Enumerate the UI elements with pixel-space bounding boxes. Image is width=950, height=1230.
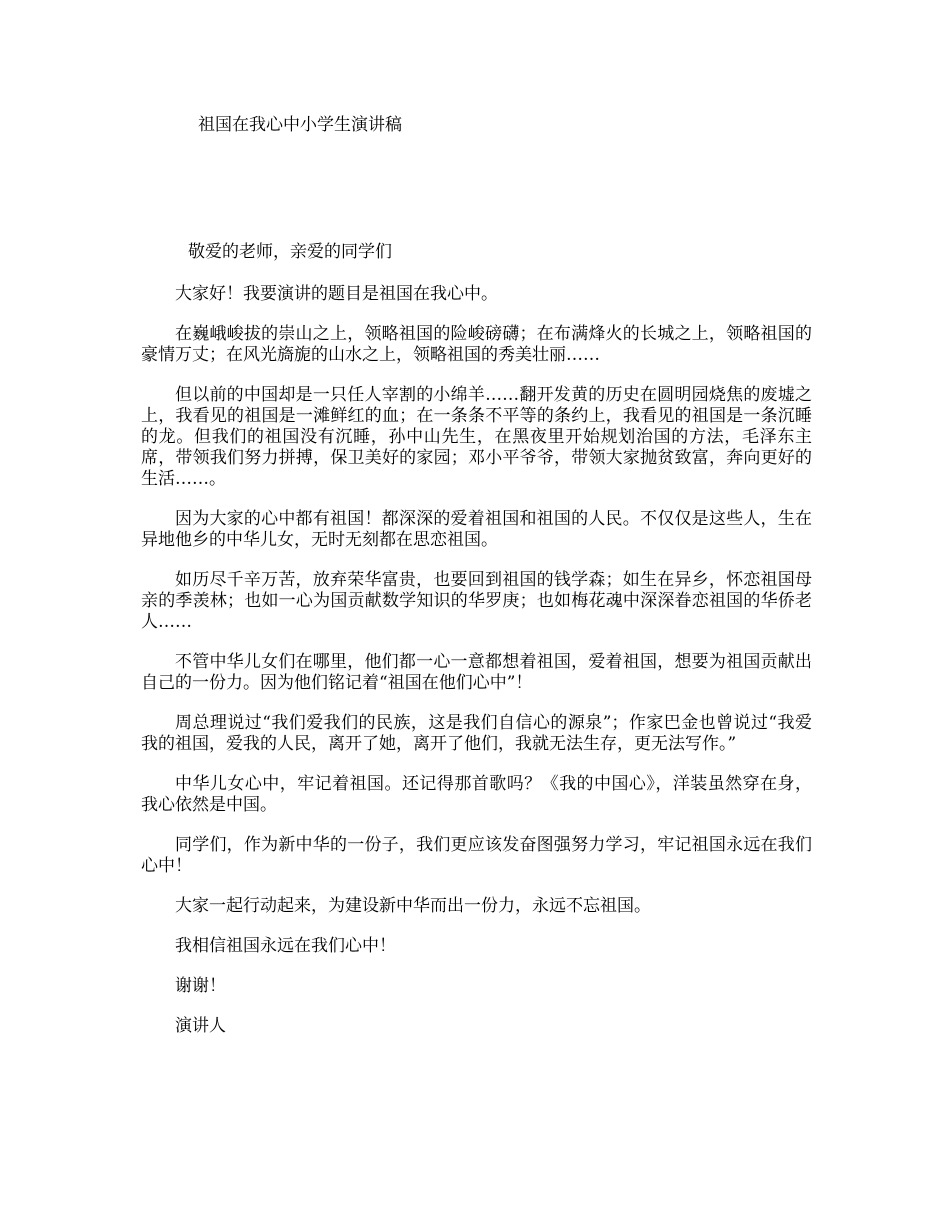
paragraph-greeting: 大家好！我要演讲的题目是祖国在我心中。	[175, 284, 498, 304]
paragraph-belief: 我相信祖国永远在我们心中！	[175, 936, 396, 956]
paragraph-devotion: 不管中华儿女们在哪里，他们都一心一意都想着祖国，爱着祖国，想要为祖国贡献出自己的一份力。因为他们铭记着“祖国在他们心中”！	[141, 652, 812, 693]
paragraph-examples: 如历尽千辛万苦，放弃荣华富贵，也要回到祖国的钱学森；如生在异乡，怀恋祖国母亲的季羡林；也如一心为国贡献数学知识的华罗庚；也如梅花魂中深深眷恋祖国的华侨老人……	[141, 570, 812, 632]
paragraph-scenery: 在巍峨峻拔的崇山之上，领略祖国的险峻磅礴；在布满烽火的长城之上，领略祖国的豪情万丈；在风光旖旎的山水之上，领略祖国的秀美壮丽……	[141, 324, 812, 365]
paragraph-thanks: 谢谢！	[175, 976, 226, 996]
paragraph-people: 因为大家的心中都有祖国！都深深的爱着祖国和祖国的人民。不仅仅是这些人，生在异地他乡的中华儿女，无时无刻都在思恋祖国。	[141, 509, 812, 550]
speech-body	[141, 284, 812, 1056]
paragraph-students: 同学们，作为新中华的一份子，我们更应该发奋图强努力学习，牢记祖国永远在我们心中！	[141, 835, 812, 876]
document-title: 祖国在我心中小学生演讲稿	[198, 115, 402, 135]
paragraph-speaker: 演讲人	[175, 1016, 226, 1036]
paragraph-action: 大家一起行动起来，为建设新中华而出一份力，永远不忘祖国。	[175, 896, 651, 916]
paragraph-history: 但以前的中国却是一只任人宰割的小绵羊……翻开发黄的历史在圆明园烧焦的废墟之上，我看见的祖国是一滩鲜红的血；在一条条不平等的条约上，我看见的祖国是一条沉睡的龙。但我们的祖国没有沉睡，孙中山先生，在黑夜里开始规划治国的方法，毛泽东主席，带领我们努力拼搏，保卫美好的家园；邓小平爷爷，带领大家抛贫致富，奔向更好的生活……。	[141, 385, 812, 489]
paragraph-song: 中华儿女心中，牢记着祖国。还记得那首歌吗？《我的中国心》，洋装虽然穿在身，我心依然是中国。	[141, 774, 812, 815]
paragraph-quotes: 周总理说过“我们爱我们的民族，这是我们自信心的源泉”；作家巴金也曾说过“我爱我的祖国，爱我的人民，离开了她，离开了他们，我就无法生存，更无法写作。”	[141, 713, 812, 754]
salutation: 敬爱的老师，亲爱的同学们	[188, 242, 392, 262]
